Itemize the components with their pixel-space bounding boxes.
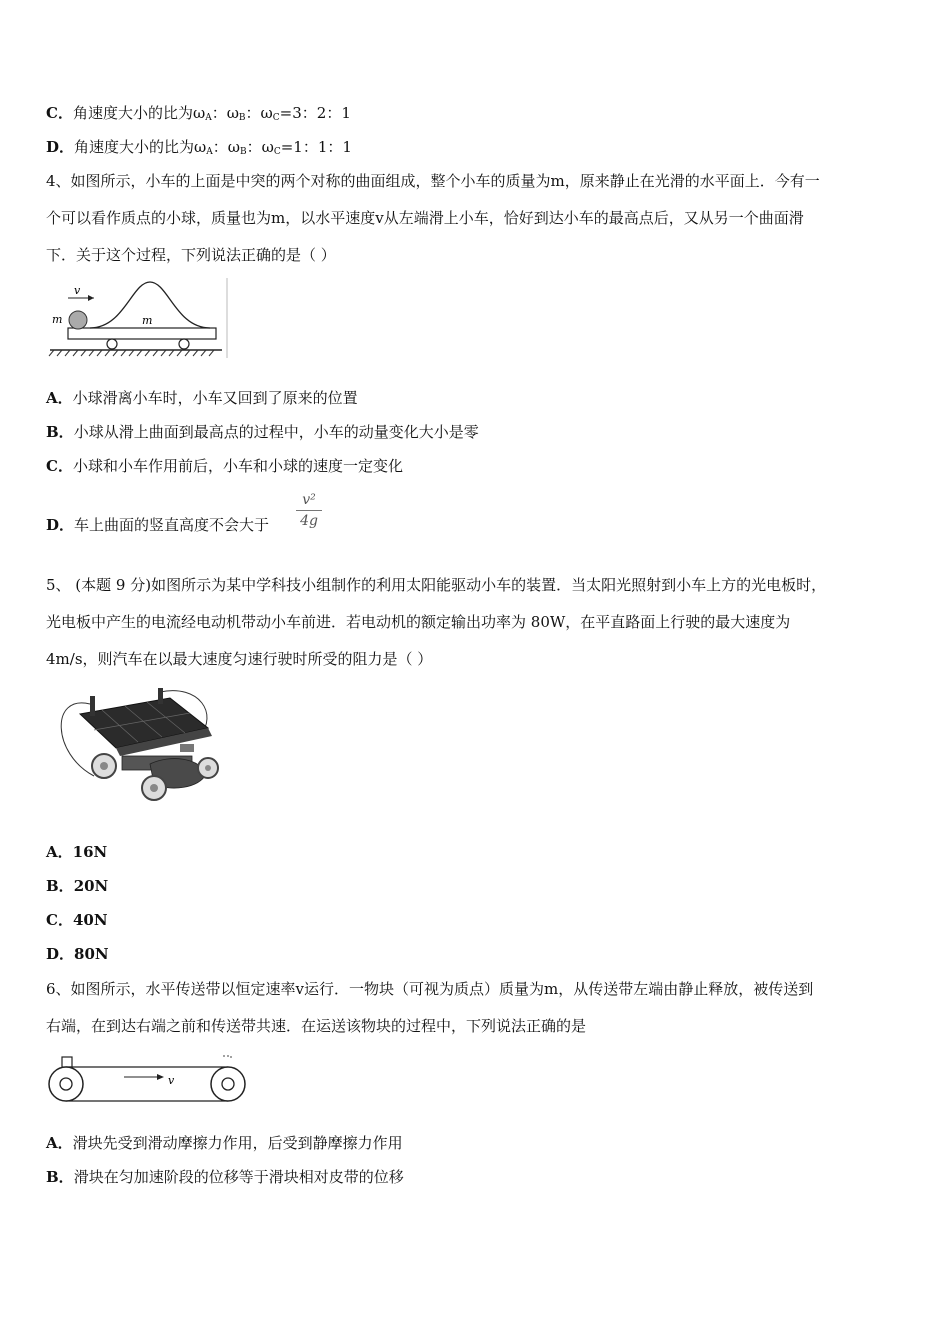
q4-option-c: C．小球和小车作用前后，小车和小球的速度一定变化 [46, 457, 403, 475]
q4-option-b: B．小球从滑上曲面到最高点的过程中，小车的动量变化大小是零 [46, 423, 479, 441]
q6-stem-line-2: 右端，在到达右端之前和传送带共速．在运送该物块的过程中，下列说法正确的是 [46, 1017, 587, 1035]
q4-figure-ball-label: m [52, 313, 63, 326]
q5-stem-line-3: 4m/s，则汽车在以最大速度匀速行驶时所受的阻力是（ ） [46, 650, 433, 668]
q5-stem-line-2: 光电板中产生的电流经电动机带动小车前进．若电动机的额定输出功率为 80W，在平直路面上行驶的最大速度为 [46, 613, 791, 631]
q4-stem-line-2: 个可以看作质点的小球，质量也为m，以水平速度v从左端滑上小车，恰好到达小车的最高点后，又从另一个曲面滑 [46, 209, 804, 227]
q4-stem-line-3: 下．关于这个过程，下列说法正确的是（ ） [46, 246, 336, 264]
q5-option-d: D．80N [46, 945, 109, 963]
q5-option-c: C．40N [46, 911, 108, 929]
q4-figure-v-label: v [74, 284, 81, 297]
q4-figure-cart-label: m [142, 314, 153, 327]
q4-option-a: A．小球滑离小车时，小车又回到了原来的位置 [46, 389, 358, 407]
q5-option-b: B．20N [46, 877, 109, 895]
q6-option-b: B．滑块在匀加速阶段的位移等于滑块相对皮带的位移 [46, 1168, 404, 1186]
q4-stem-line-1: 4、如图所示，小车的上面是中突的两个对称的曲面组成，整个小车的质量为m，原来静止在光滑的水平面上．今有一 [46, 172, 820, 190]
q5-solar-car-image [50, 684, 222, 804]
q3-option-d: D．角速度大小的比为$\omega_A$：$\omega_B$：$\omega_C=1$：1：1 [46, 138, 352, 157]
q5-option-a: A．16N [46, 843, 108, 861]
q3-option-c: C．角速度大小的比为$\omega_A$：$\omega_B$：$\omega_C=3$：2：1 [46, 104, 351, 123]
q6-figure-v-label: v [168, 1074, 175, 1087]
q4-cart-figure [46, 276, 230, 360]
q5-stem-line-1: 5、 (本题 9 分)如图所示为某中学科技小组制作的利用太阳能驱动小车的装置．当太阳光照射到小车上方的光电板时， [46, 576, 827, 594]
q6-conveyor-figure [46, 1054, 250, 1108]
q4-option-d: D．车上曲面的竖直高度不会大于 [46, 516, 270, 534]
fraction-denominator: 4g [300, 513, 318, 529]
q6-stem-line-1: 6、如图所示，水平传送带以恒定速率v运行．一物块（可视为质点）质量为m，从传送带左端由静止释放，被传送到 [46, 980, 814, 998]
q4-fraction [296, 492, 322, 529]
q6-option-a: A．滑块先受到滑动摩擦力作用，后受到静摩擦力作用 [46, 1134, 403, 1152]
fraction-numerator: v² [296, 492, 322, 511]
